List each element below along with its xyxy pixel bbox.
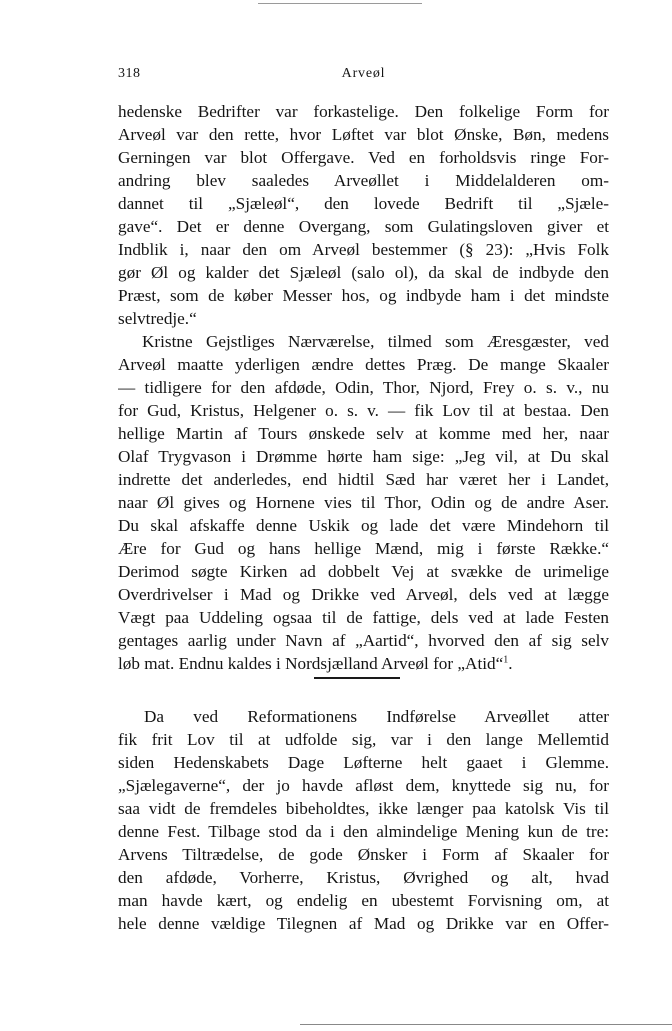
text-line: Arvens Tiltrædelse, de gode Ønsker i Form af Skaaler for — [118, 845, 609, 864]
text-line: denne Fest. Tilbage stod da i den almindelige Mening kun de tre: — [118, 822, 609, 841]
text-line: Vægt paa Uddeling ogsaa til de fattige, dels ved at lade Festen — [118, 608, 609, 627]
text-line: siden Hedenskabets Dage Løfterne helt gaaet i Glemme. — [118, 753, 609, 772]
text-line: — tidligere for den afdøde, Odin, Thor, Njord, Frey o. s. v., nu — [118, 378, 609, 397]
text-line: hedenske Bedrifter var forkastelige. Den folkelige Form for — [118, 102, 609, 121]
text-line: Arveøl var den rette, hvor Løftet var blot Ønske, Bøn, medens — [118, 125, 609, 144]
text-line: „Sjælegaverne“, der jo havde afløst dem, knyttede sig nu, for — [118, 776, 609, 795]
text-line: naar Øl gives og Hornene vies til Thor, Odin og de andre Aser. — [118, 493, 609, 512]
text-line: andring blev saaledes Arveøllet i Middelalderen om- — [118, 171, 609, 190]
text-line-content: løb mat. Endnu kaldes i Nordsjælland Arveøl for „Atid“ — [118, 654, 504, 673]
text-block-upper — [118, 100, 609, 675]
text-line: Overdrivelser i Mad og Drikke ved Arveøl, dels ved at lægge — [118, 585, 609, 604]
text-line: indrette det anderledes, end hidtil Sæd har været her i Landet, — [118, 470, 609, 489]
text-line: saa vidt de fremdeles bibeholdtes, ikke længer paa katolsk Vis til — [118, 799, 609, 818]
text-line: gave“. Det er denne Overgang, som Gulatingsloven giver et — [118, 217, 609, 236]
text-line: dannet til „Sjæleøl“, den lovede Bedrift til „Sjæle- — [118, 194, 609, 213]
text-line: Derimod søgte Kirken ad dobbelt Vej at svække de urimelige — [118, 562, 609, 581]
paragraph-2 — [118, 330, 609, 675]
text-line: løb mat. Endnu kaldes i Nordsjælland Arveøl for „Atid“$^1$. — [118, 654, 513, 673]
text-line: gør Øl og kalder det Sjæleøl (salo ol), da skal de indbyde den — [118, 263, 609, 282]
text-line: gentages aarlig under Navn af „Aartid“, hvorved den af sig selv — [118, 631, 609, 650]
text-line: Gerningen var blot Offergave. Ved en forholdsvis ringe For- — [118, 148, 609, 167]
section-divider — [314, 677, 400, 679]
paragraph-3 — [118, 705, 609, 935]
text-line: for Gud, Kristus, Helgener o. s. v. — fik Lov til at bestaa. Den — [118, 401, 609, 420]
text-line: Præst, som de køber Messer hos, og indbyde ham i det mindste — [118, 286, 609, 305]
page-header — [118, 66, 609, 86]
running-title: Arveøl — [341, 66, 386, 81]
scan-edge-top — [258, 3, 422, 4]
text-line: Ære for Gud og hans hellige Mænd, mig i første Række.“ — [118, 539, 609, 558]
text-line: Indblik i, naar den om Arveøl bestemmer (§ 23): „Hvis Folk — [118, 240, 609, 259]
page-number: 318 — [118, 66, 141, 81]
text-line: Kristne Gejstliges Nærværelse, tilmed som Æresgæster, ved — [142, 332, 609, 351]
text-line: hellige Martin af Tours ønskede selv at komme med her, naar — [118, 424, 609, 443]
paragraph-1 — [118, 100, 609, 330]
text-line: hele denne vældige Tilegnen af Mad og Drikke var en Offer- — [118, 914, 609, 933]
text-line: Da ved Reformationens Indførelse Arveøllet atter — [144, 707, 609, 726]
text-line: man havde kært, og endelig en ubestemt Forvisning om, at — [118, 891, 609, 910]
text-line: selvtredje.“ — [118, 309, 197, 328]
text-line: fik frit Lov til at udfolde sig, var i den lange Mellemtid — [118, 730, 609, 749]
text-line: Du skal afskaffe denne Uskik og lade det være Mindehorn til — [118, 516, 609, 535]
text-line: Arveøl maatte yderligen ændre dettes Præg. De mange Skaaler — [118, 355, 609, 374]
text-block-lower — [118, 705, 609, 935]
scan-edge-bottom — [300, 1024, 672, 1025]
text-line: den afdøde, Vorherre, Kristus, Øvrighed og alt, hvad — [118, 868, 609, 887]
footnote-marker: 1 — [503, 654, 509, 666]
text-line: Olaf Trygvason i Drømme hørte ham sige: „Jeg vil, at Du skal — [118, 447, 609, 466]
